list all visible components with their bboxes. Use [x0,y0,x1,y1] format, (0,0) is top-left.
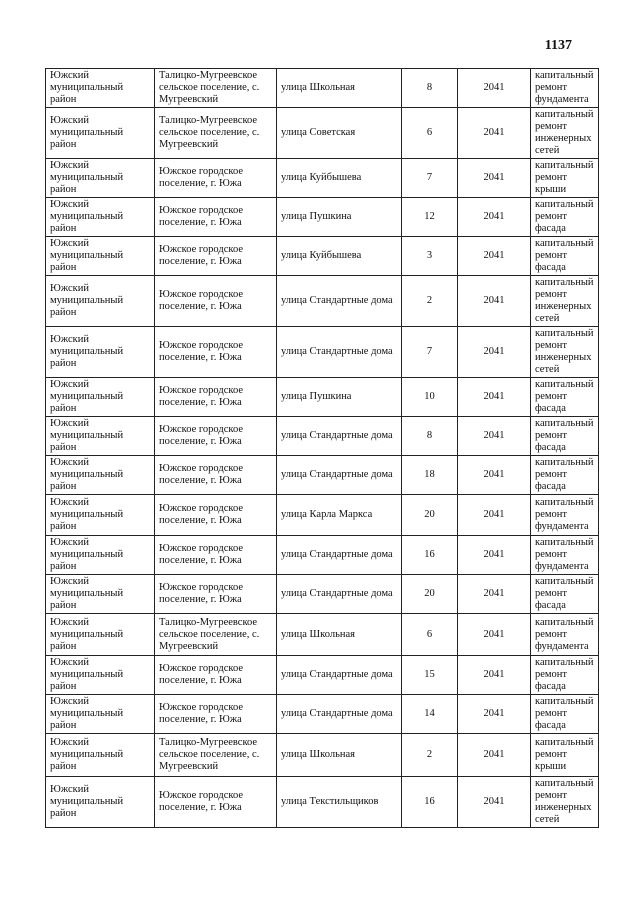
year-cell: 2041 [458,536,531,575]
year-cell: 2041 [458,456,531,495]
street-cell: улица Стандартные дома [277,456,402,495]
street-cell: улица Пушкина [277,198,402,237]
settlement-cell: Южское городское поселение, г. Южа [155,695,277,734]
house-number-cell: 8 [402,69,458,108]
year-cell: 2041 [458,734,531,777]
district-cell: Южский муниципальный район [46,614,155,656]
year-cell: 2041 [458,656,531,695]
year-cell: 2041 [458,378,531,417]
street-cell: улица Стандартные дома [277,656,402,695]
street-cell: улица Текстильщиков [277,777,402,828]
settlement-cell: Южское городское поселение, г. Южа [155,276,277,327]
district-cell: Южский муниципальный район [46,108,155,159]
year-cell: 2041 [458,69,531,108]
table-row [46,378,599,417]
district-cell: Южский муниципальный район [46,378,155,417]
district-cell: Южский муниципальный район [46,159,155,198]
street-cell: улица Стандартные дома [277,417,402,456]
table-row [46,69,599,108]
district-cell: Южский муниципальный район [46,198,155,237]
house-number-cell: 20 [402,495,458,536]
work-type-cell: капитальный ремонт фасада [531,378,599,417]
street-cell: улица Карла Маркса [277,495,402,536]
house-number-cell: 16 [402,777,458,828]
table-row [46,237,599,276]
work-type-cell: капитальный ремонт фасада [531,417,599,456]
work-type-cell: капитальный ремонт фундамента [531,614,599,656]
house-number-cell: 18 [402,456,458,495]
table-row [46,575,599,614]
year-cell: 2041 [458,417,531,456]
district-cell: Южский муниципальный район [46,695,155,734]
district-cell: Южский муниципальный район [46,327,155,378]
street-cell: улица Куйбышева [277,159,402,198]
settlement-cell: Южское городское поселение, г. Южа [155,198,277,237]
table-row [46,327,599,378]
street-cell: улица Стандартные дома [277,327,402,378]
registry-table [45,68,599,828]
settlement-cell: Южское городское поселение, г. Южа [155,456,277,495]
street-cell: улица Школьная [277,69,402,108]
house-number-cell: 16 [402,536,458,575]
district-cell: Южский муниципальный район [46,237,155,276]
district-cell: Южский муниципальный район [46,777,155,828]
year-cell: 2041 [458,276,531,327]
year-cell: 2041 [458,108,531,159]
street-cell: улица Школьная [277,614,402,656]
work-type-cell: капитальный ремонт инженерных сетей [531,777,599,828]
table-row [46,276,599,327]
year-cell: 2041 [458,614,531,656]
table-row [46,656,599,695]
house-number-cell: 6 [402,108,458,159]
district-cell: Южский муниципальный район [46,575,155,614]
district-cell: Южский муниципальный район [46,495,155,536]
street-cell: улица Куйбышева [277,237,402,276]
table-row [46,734,599,777]
settlement-cell: Южское городское поселение, г. Южа [155,777,277,828]
year-cell: 2041 [458,495,531,536]
house-number-cell: 15 [402,656,458,695]
settlement-cell: Талицко-Мугреевское сельское поселение, с. Мугреевский [155,69,277,108]
street-cell: улица Стандартные дома [277,695,402,734]
settlement-cell: Южское городское поселение, г. Южа [155,378,277,417]
work-type-cell: капитальный ремонт фасада [531,456,599,495]
house-number-cell: 8 [402,417,458,456]
settlement-cell: Талицко-Мугреевское сельское поселение, с. Мугреевский [155,108,277,159]
house-number-cell: 2 [402,276,458,327]
work-type-cell: капитальный ремонт крыши [531,159,599,198]
settlement-cell: Южское городское поселение, г. Южа [155,237,277,276]
district-cell: Южский муниципальный район [46,276,155,327]
work-type-cell: капитальный ремонт инженерных сетей [531,276,599,327]
house-number-cell: 7 [402,159,458,198]
district-cell: Южский муниципальный район [46,734,155,777]
house-number-cell: 20 [402,575,458,614]
year-cell: 2041 [458,159,531,198]
table-row [46,695,599,734]
page-number: 1137 [544,38,572,53]
table-row [46,456,599,495]
settlement-cell: Талицко-Мугреевское сельское поселение, с. Мугреевский [155,734,277,777]
settlement-cell: Южское городское поселение, г. Южа [155,575,277,614]
work-type-cell: капитальный ремонт инженерных сетей [531,108,599,159]
street-cell: улица Советская [277,108,402,159]
year-cell: 2041 [458,327,531,378]
year-cell: 2041 [458,575,531,614]
work-type-cell: капитальный ремонт фундамента [531,495,599,536]
settlement-cell: Южское городское поселение, г. Южа [155,656,277,695]
work-type-cell: капитальный ремонт инженерных сетей [531,327,599,378]
table-row [46,417,599,456]
work-type-cell: капитальный ремонт фундамента [531,69,599,108]
house-number-cell: 14 [402,695,458,734]
street-cell: улица Стандартные дома [277,575,402,614]
house-number-cell: 7 [402,327,458,378]
district-cell: Южский муниципальный район [46,536,155,575]
house-number-cell: 3 [402,237,458,276]
year-cell: 2041 [458,198,531,237]
table-row [46,614,599,656]
district-cell: Южский муниципальный район [46,456,155,495]
table-row [46,198,599,237]
work-type-cell: капитальный ремонт фасада [531,237,599,276]
table-row [46,159,599,198]
settlement-cell: Южское городское поселение, г. Южа [155,495,277,536]
work-type-cell: капитальный ремонт крыши [531,734,599,777]
year-cell: 2041 [458,237,531,276]
table-row [46,536,599,575]
district-cell: Южский муниципальный район [46,656,155,695]
house-number-cell: 10 [402,378,458,417]
year-cell: 2041 [458,777,531,828]
house-number-cell: 6 [402,614,458,656]
street-cell: улица Стандартные дома [277,536,402,575]
work-type-cell: капитальный ремонт фундамента [531,536,599,575]
house-number-cell: 2 [402,734,458,777]
table-row [46,495,599,536]
settlement-cell: Южское городское поселение, г. Южа [155,327,277,378]
work-type-cell: капитальный ремонт фасада [531,695,599,734]
district-cell: Южский муниципальный район [46,417,155,456]
work-type-cell: капитальный ремонт фасада [531,575,599,614]
work-type-cell: капитальный ремонт фасада [531,656,599,695]
settlement-cell: Талицко-Мугреевское сельское поселение, с. Мугреевский [155,614,277,656]
registry-table-body [46,69,599,828]
settlement-cell: Южское городское поселение, г. Южа [155,159,277,198]
table-row [46,108,599,159]
street-cell: улица Пушкина [277,378,402,417]
district-cell: Южский муниципальный район [46,69,155,108]
table-row [46,777,599,828]
settlement-cell: Южское городское поселение, г. Южа [155,417,277,456]
work-type-cell: капитальный ремонт фасада [531,198,599,237]
year-cell: 2041 [458,695,531,734]
street-cell: улица Стандартные дома [277,276,402,327]
house-number-cell: 12 [402,198,458,237]
street-cell: улица Школьная [277,734,402,777]
settlement-cell: Южское городское поселение, г. Южа [155,536,277,575]
